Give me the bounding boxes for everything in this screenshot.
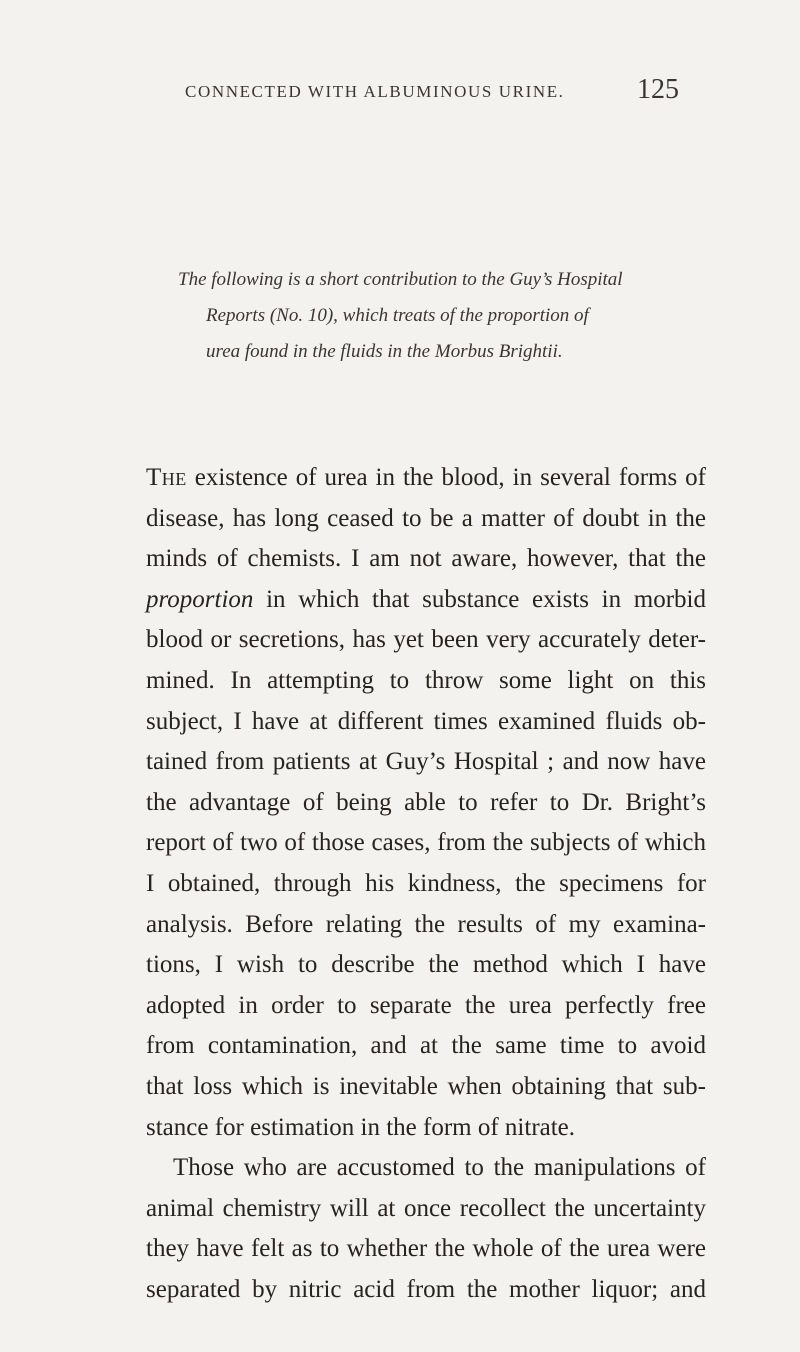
text-line: Those who are accustomed to the manipulations of [173, 1154, 706, 1182]
text-line: adopted in order to separate the urea perfectly free [146, 991, 706, 1019]
intro-note [178, 262, 718, 370]
intro-line: urea found in the fluids in the Morbus Brightii. [206, 341, 563, 362]
text-line: tions, I wish to describe the method which I have [146, 951, 706, 979]
text-line [146, 458, 706, 499]
text-line: separated by nitric acid from the mother liquor; and [146, 1275, 706, 1303]
emphasized-word: proportion [146, 585, 254, 613]
text-line: analysis. Before relating the results of my examina- [146, 910, 706, 938]
text-line: they have felt as to whether the whole of the urea were [146, 1235, 706, 1263]
text-line: blood or secretions, has yet been very accurately deter- [146, 626, 706, 654]
intro-line: Reports (No. 10), which treats of the proportion of [206, 305, 589, 326]
text-line: animal chemistry will at once recollect the uncertainty [146, 1194, 706, 1222]
text-line: that loss which is inevitable when obtaining that sub- [146, 1072, 706, 1100]
running-title: CONNECTED WITH ALBUMINOUS URINE. [185, 82, 565, 101]
text-line: from contamination, and at the same time to avoid [146, 1032, 706, 1060]
opening-word: The [146, 464, 187, 491]
text-line: disease, has long ceased to be a matter of doubt in the [146, 504, 706, 532]
text-line: subject, I have at different times examined fluids ob- [146, 707, 706, 735]
page-number: 125 [637, 74, 679, 105]
text-fragment: existence of urea in the blood, in several forms of [186, 464, 706, 491]
text-line: minds of chemists. I am not aware, however, that the [146, 545, 706, 573]
intro-line: The following is a short contribution to the Guy’s Hospital [178, 269, 623, 290]
text-line: report of two of those cases, from the subjects of which [146, 829, 706, 857]
text-line: tained from patients at Guy’s Hospital ; and now have [146, 748, 706, 776]
body-paragraphs [146, 458, 706, 1310]
text-line: mined. In attempting to throw some light on this [146, 666, 706, 694]
text-line: the advantage of being able to refer to Dr. Bright’s [146, 788, 706, 816]
text-line: stance for estimation in the form of nitrate. [146, 1113, 576, 1141]
text-line [146, 580, 706, 621]
text-line: I obtained, through his kindness, the specimens for [146, 869, 706, 897]
text-fragment: in which that substance exists in morbid [253, 585, 706, 613]
